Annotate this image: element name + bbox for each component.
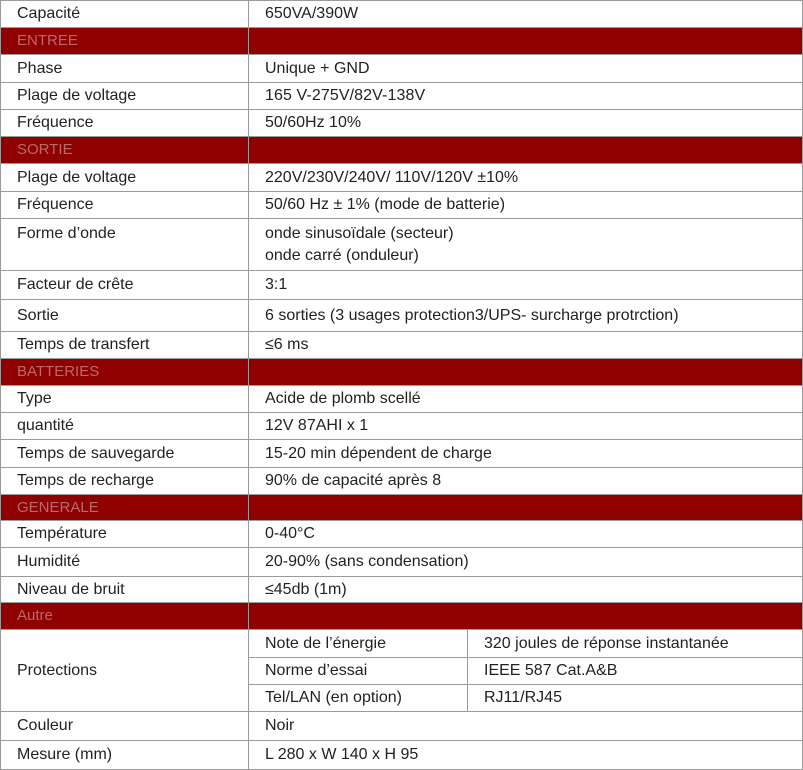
value-temps-sauvegarde: 15-20 min dépendent de charge xyxy=(249,440,803,468)
row-facteur-crete xyxy=(1,271,803,300)
value-capacite: 650VA/390W xyxy=(249,1,803,28)
value-temps-recharge: 90% de capacité après 8 xyxy=(249,468,803,495)
label-capacite: Capacité xyxy=(1,1,249,28)
row-capacite xyxy=(1,1,803,28)
label-mesure: Mesure (mm) xyxy=(1,741,249,770)
value-forme-onde-line2: onde carré (onduleur) xyxy=(265,246,419,264)
row-phase xyxy=(1,55,803,83)
row-plage-entree xyxy=(1,83,803,110)
value-facteur-crete: 3:1 xyxy=(249,271,803,300)
label-plage-sortie: Plage de voltage xyxy=(1,164,249,192)
section-title-autre: Autre xyxy=(1,603,249,630)
label-type: Type xyxy=(1,386,249,413)
section-generale xyxy=(1,495,803,521)
label-temperature: Température xyxy=(1,521,249,548)
label-temps-transfert: Temps de transfert xyxy=(1,332,249,359)
section-entree xyxy=(1,28,803,55)
value-quantite: 12V 87AHI x 1 xyxy=(249,413,803,440)
value-frequence-entree: 50/60Hz 10% xyxy=(249,110,803,137)
label-forme-onde: Forme d’onde xyxy=(1,219,249,271)
section-autre xyxy=(1,603,803,630)
row-frequence-entree xyxy=(1,110,803,137)
row-quantite xyxy=(1,413,803,440)
value-temps-transfert: ≤6 ms xyxy=(249,332,803,359)
value-couleur: Noir xyxy=(249,712,803,741)
label-frequence-sortie: Fréquence xyxy=(1,192,249,219)
row-temperature xyxy=(1,521,803,548)
value-phase: Unique + GND xyxy=(249,55,803,83)
value-type: Acide de plomb scellé xyxy=(249,386,803,413)
label-niveau-bruit: Niveau de bruit xyxy=(1,577,249,603)
label-quantite: quantité xyxy=(1,413,249,440)
label-facteur-crete: Facteur de crête xyxy=(1,271,249,300)
label-protections: Protections xyxy=(1,630,249,712)
section-title-batteries: BATTERIES xyxy=(1,359,249,386)
label-sortie: Sortie xyxy=(1,300,249,332)
row-protection-1 xyxy=(1,630,803,658)
row-mesure xyxy=(1,741,803,770)
row-forme-onde xyxy=(1,219,803,271)
label-frequence-entree: Fréquence xyxy=(1,110,249,137)
section-title-sortie: SORTIE xyxy=(1,137,249,164)
protection-value-3: RJ11/RJ45 xyxy=(468,685,803,712)
value-forme-onde-line1: onde sinusoïdale (secteur) xyxy=(265,224,454,242)
label-phase: Phase xyxy=(1,55,249,83)
row-temps-transfert xyxy=(1,332,803,359)
row-niveau-bruit xyxy=(1,577,803,603)
row-type xyxy=(1,386,803,413)
label-plage-entree: Plage de voltage xyxy=(1,83,249,110)
protection-value-1: 320 joules de réponse instantanée xyxy=(468,630,803,658)
value-temperature: 0-40°C xyxy=(249,521,803,548)
value-niveau-bruit: ≤45db (1m) xyxy=(249,577,803,603)
label-temps-recharge: Temps de recharge xyxy=(1,468,249,495)
section-filler xyxy=(249,359,803,386)
section-filler xyxy=(249,495,803,521)
section-filler xyxy=(249,28,803,55)
section-filler xyxy=(249,603,803,630)
value-frequence-sortie: 50/60 Hz ± 1% (mode de batterie) xyxy=(249,192,803,219)
row-sortie xyxy=(1,300,803,332)
section-title-generale: GENERALE xyxy=(1,495,249,521)
row-couleur xyxy=(1,712,803,741)
section-title-entree: ENTREE xyxy=(1,28,249,55)
row-humidite xyxy=(1,548,803,577)
row-temps-recharge xyxy=(1,468,803,495)
label-couleur: Couleur xyxy=(1,712,249,741)
value-sortie: 6 sorties (3 usages protection3/UPS- surcharge protrction) xyxy=(249,300,803,332)
row-temps-sauvegarde xyxy=(1,440,803,468)
value-forme-onde xyxy=(249,219,803,271)
row-plage-sortie xyxy=(1,164,803,192)
protection-name-1: Note de l’énergie xyxy=(249,630,468,658)
row-frequence-sortie xyxy=(1,192,803,219)
value-humidite: 20-90% (sans condensation) xyxy=(249,548,803,577)
value-plage-entree: 165 V-275V/82V-138V xyxy=(249,83,803,110)
label-temps-sauvegarde: Temps de sauvegarde xyxy=(1,440,249,468)
value-mesure: L 280 x W 140 x H 95 xyxy=(249,741,803,770)
section-batteries xyxy=(1,359,803,386)
section-sortie xyxy=(1,137,803,164)
protection-value-2: IEEE 587 Cat.A&B xyxy=(468,658,803,685)
label-humidite: Humidité xyxy=(1,548,249,577)
section-filler xyxy=(249,137,803,164)
protection-name-2: Norme d’essai xyxy=(249,658,468,685)
value-plage-sortie: 220V/230V/240V/ 110V/120V ±10% xyxy=(249,164,803,192)
protection-name-3: Tel/LAN (en option) xyxy=(249,685,468,712)
